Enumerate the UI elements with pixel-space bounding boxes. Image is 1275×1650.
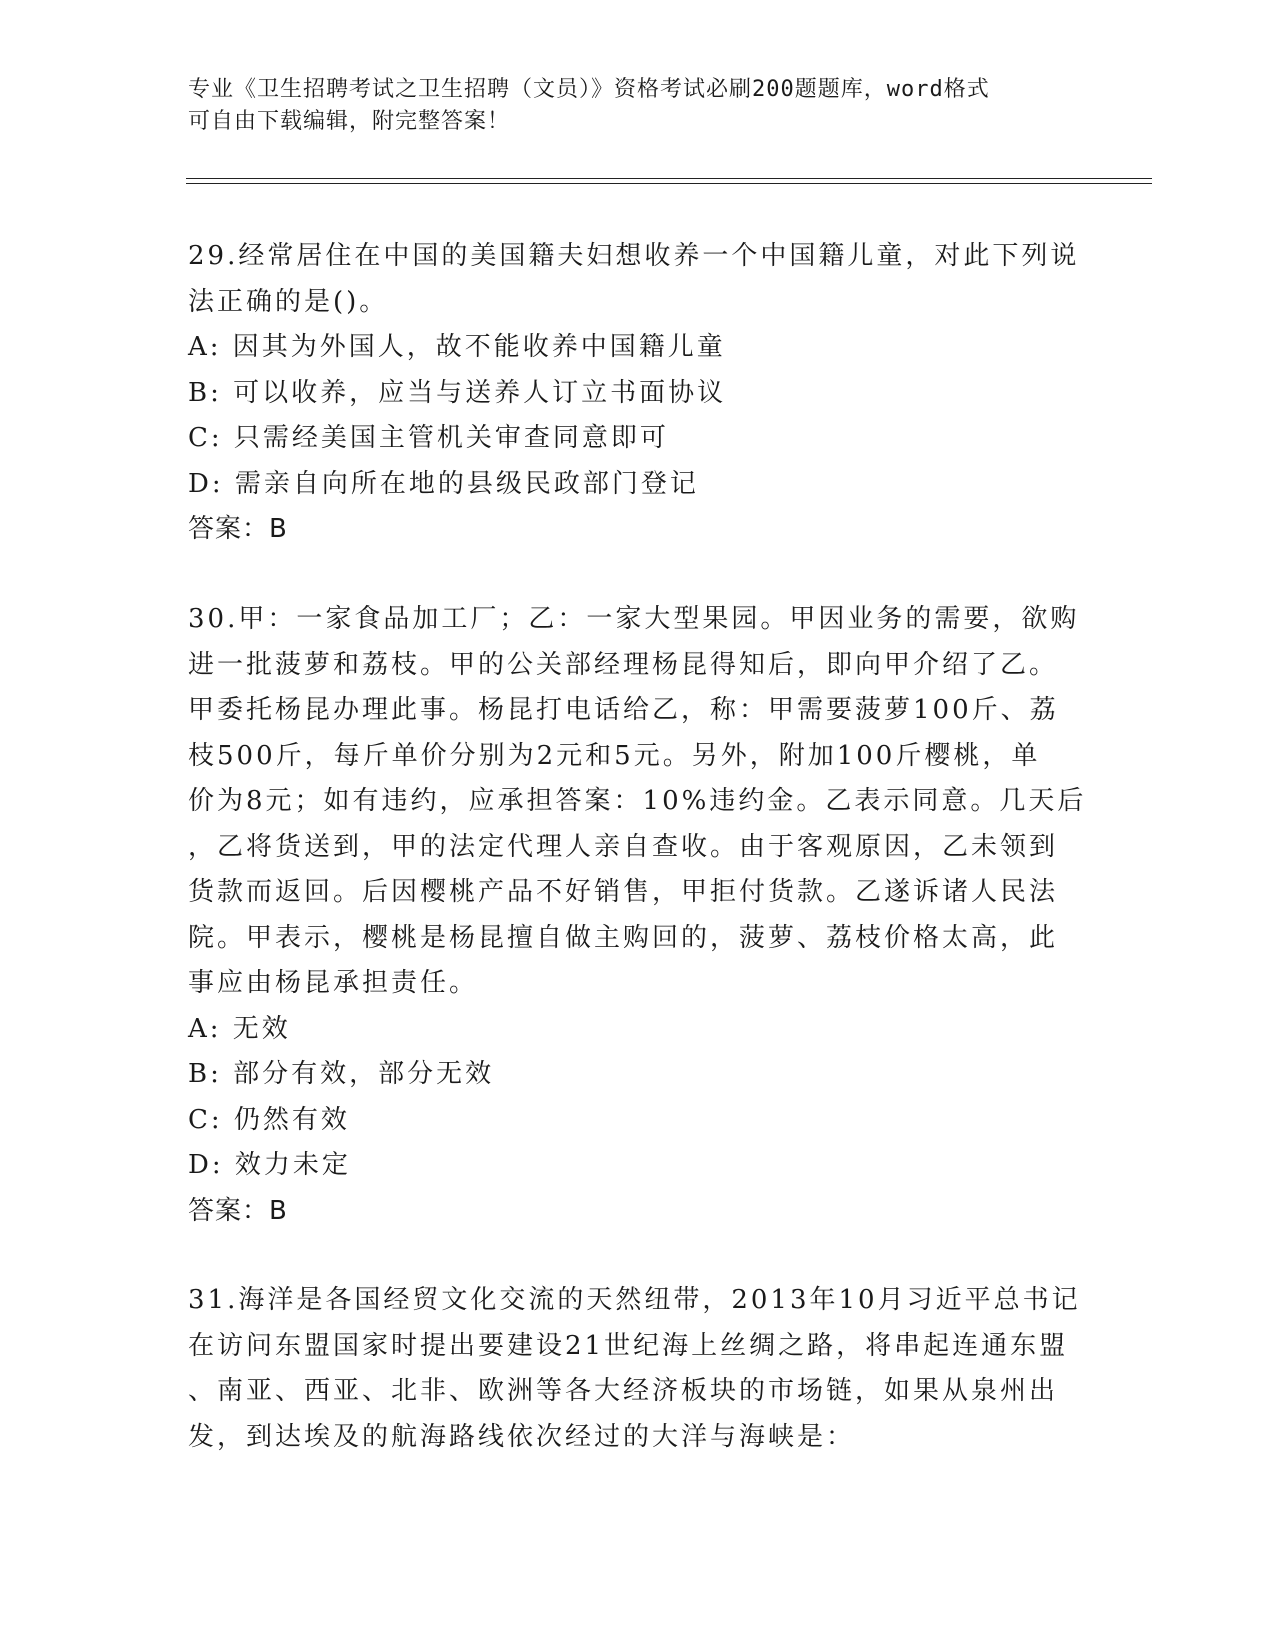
question-text-line: 进一批菠萝和荔枝。甲的公关部经理杨昆得知后，即向甲介绍了乙。 bbox=[188, 649, 1059, 680]
question-29 bbox=[188, 234, 1078, 553]
question-text-line: 29.经常居住在中国的美国籍夫妇想收养一个中国籍儿童，对此下列说 bbox=[188, 241, 1080, 271]
question-text-line: 枝500斤，每斤单价分别为2元和5元。另外，附加100斤樱桃，单 bbox=[188, 740, 1041, 771]
document-header bbox=[188, 74, 1068, 138]
question-text-line: 甲委托杨昆办理此事。杨昆打电话给乙，称：甲需要菠萝100斤、荔 bbox=[188, 695, 1059, 725]
option-d: D: 需亲自向所在地的县级民政部门登记 bbox=[188, 468, 699, 499]
option-d: D: 效力未定 bbox=[188, 1150, 351, 1180]
option-c: C: 仍然有效 bbox=[188, 1104, 350, 1135]
option-c: C: 只需经美国主管机关审查同意即可 bbox=[188, 423, 669, 453]
question-text-line: 、南亚、西亚、北非、欧洲等各大经济板块的市场链，如果从泉州出 bbox=[188, 1376, 1059, 1406]
question-text-line: 在访问东盟国家时提出要建设21世纪海上丝绸之路，将串起连通东盟 bbox=[188, 1330, 1069, 1361]
header-title-line-1: 专业《卫生招聘考试之卫生招聘（文员）》资格考试必刷200题题库，word格式 bbox=[188, 77, 990, 102]
question-text-line: 货款而返回。后因樱桃产品不好销售，甲拒付货款。乙遂诉诸人民法 bbox=[188, 877, 1059, 907]
header-divider-top bbox=[186, 178, 1152, 179]
question-31 bbox=[188, 1278, 1081, 1460]
option-b: B: 可以收养，应当与送养人订立书面协议 bbox=[188, 377, 727, 408]
question-text-line: 30.甲：一家食品加工厂；乙：一家大型果园。甲因业务的需要，欲购 bbox=[188, 604, 1080, 634]
question-text-line: ，乙将货送到，甲的法定代理人亲自查收。由于客观原因，乙未领到 bbox=[188, 831, 1059, 862]
header-title-line-2: 可自由下载编辑，附完整答案！ bbox=[188, 109, 511, 134]
option-a: A: 因其为外国人，故不能收养中国籍儿童 bbox=[188, 332, 726, 362]
question-text-line: 价为8元；如有违约，应承担答案：10%违约金。乙表示同意。几天后 bbox=[188, 786, 1087, 816]
question-text-line: 法正确的是()。 bbox=[188, 286, 389, 317]
header-divider-bottom bbox=[186, 183, 1152, 184]
question-30 bbox=[188, 597, 1087, 1234]
option-b: B: 部分有效，部分无效 bbox=[188, 1059, 495, 1089]
answer-label: 答案：B bbox=[188, 514, 288, 544]
answer-label: 答案：B bbox=[188, 1195, 288, 1226]
question-text-line: 事应由杨昆承担责任。 bbox=[188, 968, 479, 998]
question-text-line: 院。甲表示，樱桃是杨昆擅自做主购回的，菠萝、荔枝价格太高，此 bbox=[188, 922, 1059, 953]
option-a: A: 无效 bbox=[188, 1013, 291, 1044]
question-text-line: 发，到达埃及的航海路线依次经过的大洋与海峡是： bbox=[188, 1421, 856, 1452]
question-text-line: 31.海洋是各国经贸文化交流的天然纽带，2013年10月习近平总书记 bbox=[188, 1285, 1081, 1315]
